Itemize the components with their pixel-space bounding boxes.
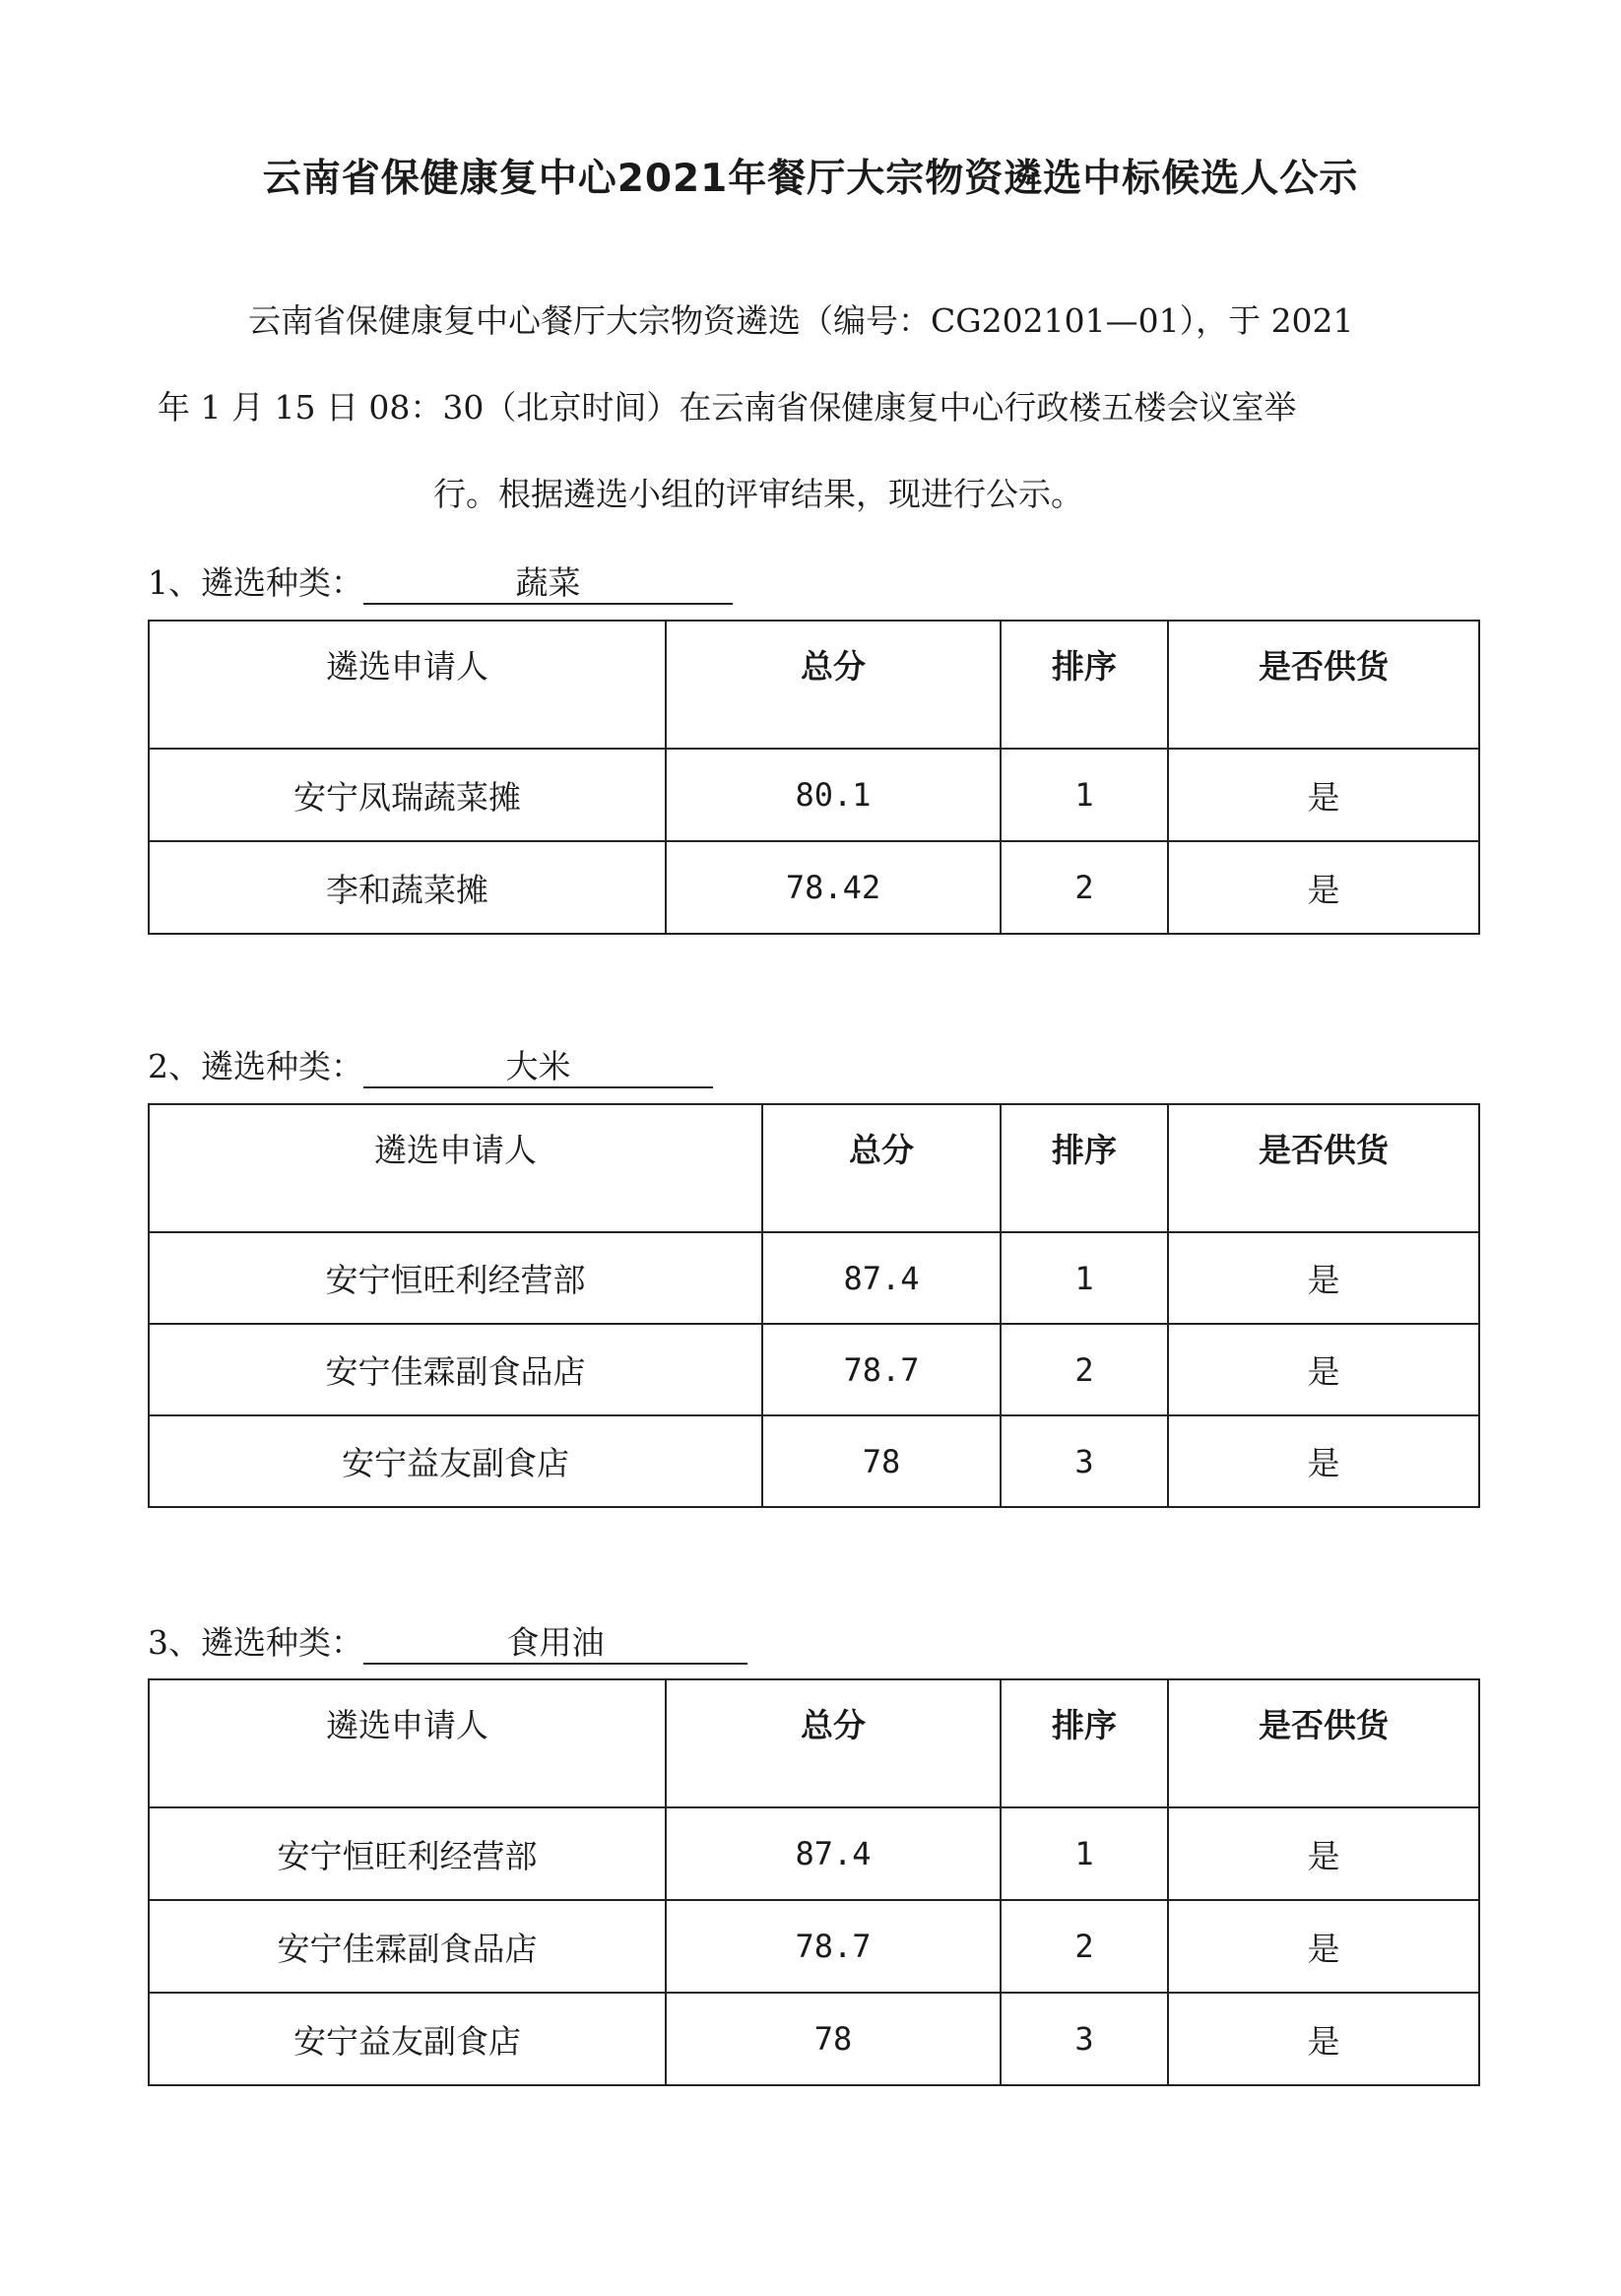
- applicant-name: 李和蔬菜摊: [149, 841, 666, 934]
- header-supply: 是否供货: [1168, 621, 1479, 749]
- table-header-row: [149, 621, 1479, 749]
- section-1-prefix: 1、遴选种类：: [148, 563, 363, 602]
- intro-paragraph: [158, 278, 1477, 538]
- section-2-category: 大米: [363, 1049, 713, 1088]
- applicant-name: 安宁益友副食店: [149, 1415, 762, 1507]
- section-3-table: [148, 1678, 1480, 2086]
- table-row: [149, 1900, 1479, 1993]
- section-2-prefix: 2、遴选种类：: [148, 1047, 363, 1085]
- table-row: [149, 1993, 1479, 2085]
- applicant-name: 安宁凤瑞蔬菜摊: [149, 749, 666, 841]
- table-header-row: [149, 1679, 1479, 1807]
- rank-value: 3: [1001, 1993, 1168, 2085]
- section-2-label: [148, 1041, 713, 1088]
- supply-value: 是: [1168, 1900, 1479, 1993]
- score-value: 78: [762, 1415, 1001, 1507]
- supply-value: 是: [1168, 749, 1479, 841]
- supply-value: 是: [1168, 1324, 1479, 1415]
- score-value: 80.1: [666, 749, 1001, 841]
- section-3-category: 食用油: [363, 1625, 747, 1665]
- table-row: [149, 1232, 1479, 1324]
- rank-value: 1: [1001, 749, 1168, 841]
- table-row: [149, 1415, 1479, 1507]
- applicant-name: 安宁益友副食店: [149, 1993, 666, 2085]
- score-value: 78.7: [666, 1900, 1001, 1993]
- header-score: 总分: [666, 621, 1001, 749]
- header-rank: 排序: [1001, 621, 1168, 749]
- header-score: 总分: [762, 1104, 1001, 1232]
- section-3-label: [148, 1617, 747, 1665]
- header-applicant: 遴选申请人: [149, 1104, 762, 1232]
- header-rank: 排序: [1001, 1679, 1168, 1807]
- section-2-table: [148, 1103, 1480, 1508]
- table-row: [149, 1324, 1479, 1415]
- table-row: [149, 1807, 1479, 1900]
- rank-value: 2: [1001, 1324, 1168, 1415]
- document-title: 云南省保健康复中心2021年餐厅大宗物资遴选中标候选人公示: [262, 157, 1359, 201]
- section-1-label: [148, 558, 733, 605]
- supply-value: 是: [1168, 1232, 1479, 1324]
- score-value: 87.4: [762, 1232, 1001, 1324]
- table-row: [149, 749, 1479, 841]
- supply-value: 是: [1168, 1807, 1479, 1900]
- score-value: 78.7: [762, 1324, 1001, 1415]
- table-row: [149, 841, 1479, 934]
- applicant-name: 安宁佳霖副食品店: [149, 1324, 762, 1415]
- applicant-name: 安宁恒旺利经营部: [149, 1232, 762, 1324]
- header-rank: 排序: [1001, 1104, 1168, 1232]
- section-1-category: 蔬菜: [363, 565, 733, 605]
- header-supply: 是否供货: [1168, 1679, 1479, 1807]
- supply-value: 是: [1168, 841, 1479, 934]
- supply-value: 是: [1168, 1993, 1479, 2085]
- supply-value: 是: [1168, 1415, 1479, 1507]
- header-score: 总分: [666, 1679, 1001, 1807]
- header-applicant: 遴选申请人: [149, 1679, 666, 1807]
- rank-value: 1: [1001, 1807, 1168, 1900]
- header-supply: 是否供货: [1168, 1104, 1479, 1232]
- table-header-row: [149, 1104, 1479, 1232]
- intro-line-3: 行。根据遴选小组的评审结果，现进行公示。: [433, 475, 1083, 513]
- applicant-name: 安宁佳霖副食品店: [149, 1900, 666, 1993]
- intro-line-2: 年 1 月 15 日 08：30（北京时间）在云南省保健康复中心行政楼五楼会议室举: [158, 388, 1297, 426]
- score-value: 78: [666, 1993, 1001, 2085]
- rank-value: 2: [1001, 1900, 1168, 1993]
- score-value: 87.4: [666, 1807, 1001, 1900]
- intro-line-1: 云南省保健康复中心餐厅大宗物资遴选（编号：CG202101—01），于 2021: [248, 301, 1354, 340]
- section-1-table: [148, 620, 1480, 935]
- header-applicant: 遴选申请人: [149, 621, 666, 749]
- rank-value: 3: [1001, 1415, 1168, 1507]
- rank-value: 2: [1001, 841, 1168, 934]
- applicant-name: 安宁恒旺利经营部: [149, 1807, 666, 1900]
- section-3-prefix: 3、遴选种类：: [148, 1623, 363, 1662]
- score-value: 78.42: [666, 841, 1001, 934]
- rank-value: 1: [1001, 1232, 1168, 1324]
